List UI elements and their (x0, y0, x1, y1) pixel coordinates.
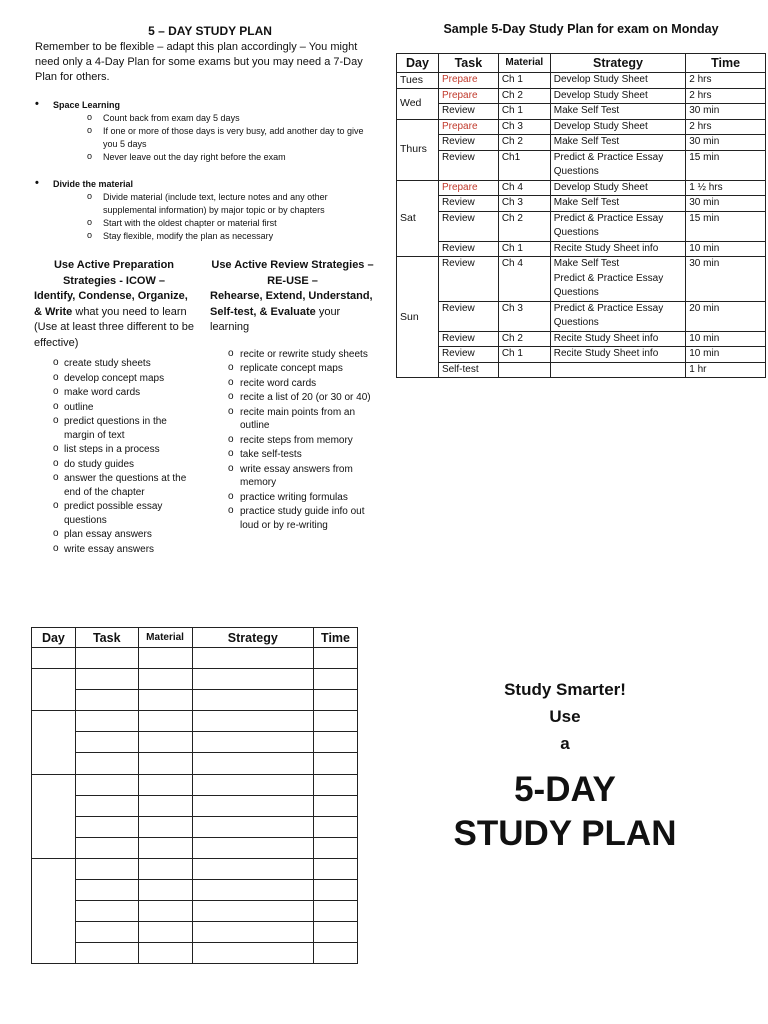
blank-day-cell (32, 774, 76, 858)
blank-cell (314, 816, 358, 837)
list-item: o Stay flexible, modify the plan as necessary (87, 230, 380, 243)
review-heading (210, 258, 375, 336)
blank-row (32, 922, 358, 943)
blank-cell (192, 648, 314, 669)
list-item: o recite or rewrite study sheets (210, 348, 375, 362)
material-cell: Ch 4 (498, 257, 550, 302)
strategy-cell: Predict & Practice Essay Questions (550, 301, 685, 331)
list-item: o recite word cards (210, 377, 375, 391)
blank-cell (75, 711, 138, 732)
list-item: o Never leave out the day right before the exam (87, 151, 380, 164)
time-cell: 2 hrs (686, 88, 766, 104)
strategy-cell: Recite Study Sheet info (550, 241, 685, 257)
list-item: o recite steps from memory (210, 434, 375, 448)
list-item: o answer the questions at the end of the chapter (34, 472, 194, 499)
intro-paragraph: Remember to be flexible – adapt this plan accordingly – You might need only a 4-Day Plan for some exams but you may need a 7-Day Plan for others. (35, 41, 363, 83)
blank-day-cell (32, 711, 76, 774)
blank-cell (192, 753, 314, 774)
task-cell: Self-test (438, 362, 498, 378)
preparation-heading-note: what you need to learn (Use at least three different to be effective) (34, 305, 194, 349)
blank-cell (192, 943, 314, 964)
strategy-cell: Predict & Practice Essay Questions (550, 150, 685, 180)
table-row (397, 362, 766, 378)
time-cell: 30 min (686, 135, 766, 151)
review-strategies (210, 258, 375, 533)
blank-cell (138, 795, 192, 816)
review-heading-reuse: Rehearse, Extend, Understand, Self-test, & Evaluate (210, 290, 373, 318)
blank-cell (192, 901, 314, 922)
list-item: o Divide material (include text, lecture notes and any other supplemental information) by major topic or by chapters (87, 191, 380, 217)
blank-row (32, 880, 358, 901)
header-day: Day (397, 54, 439, 73)
task-cell: Review (438, 257, 498, 302)
time-cell: 10 min (686, 241, 766, 257)
blank-cell (314, 774, 358, 795)
material-cell: Ch 3 (498, 301, 550, 331)
blank-cell (75, 816, 138, 837)
blank-cell (192, 858, 314, 879)
blank-cell (314, 669, 358, 690)
blank-cell (138, 837, 192, 858)
time-cell: 30 min (686, 257, 766, 302)
blank-cell (314, 880, 358, 901)
space-learning-list (35, 112, 380, 164)
blank-cell (75, 732, 138, 753)
material-cell (498, 362, 550, 378)
task-cell: Review (438, 135, 498, 151)
day-cell: Wed (397, 88, 439, 119)
promo-big-1: 5-DAY (514, 770, 616, 809)
list-item: o write essay answers from memory (210, 463, 375, 490)
header-time: Time (686, 54, 766, 73)
divide-material-section (35, 178, 380, 243)
blank-cell (138, 816, 192, 837)
table-row (397, 180, 766, 196)
blank-row (32, 816, 358, 837)
blank-cell (138, 669, 192, 690)
divide-material-heading: • Divide the material (35, 178, 380, 191)
list-item: o write essay answers (34, 543, 194, 557)
blank-cell (75, 648, 138, 669)
divide-material-list (35, 191, 380, 243)
list-item: o practice study guide info out loud or by re-writing (210, 505, 375, 532)
task-cell: Review (438, 241, 498, 257)
blank-row (32, 795, 358, 816)
blank-cell (75, 880, 138, 901)
material-cell: Ch 3 (498, 119, 550, 135)
strategy-cell: Recite Study Sheet info (550, 347, 685, 363)
promo-line-1: Study Smarter! (504, 680, 626, 699)
promo-line-2: Use (549, 707, 581, 726)
blank-cell (314, 795, 358, 816)
material-cell: Ch 3 (498, 196, 550, 212)
blank-row (32, 774, 358, 795)
blank-row (32, 753, 358, 774)
blank-day-cell (32, 858, 76, 963)
sample-plan-table (396, 53, 766, 378)
strategy-cell: Make Self Test (550, 104, 685, 120)
plan-title: 5 – DAY STUDY PLAN (148, 24, 272, 38)
table-row (397, 150, 766, 180)
blank-cell (75, 795, 138, 816)
strategy-cell: Develop Study Sheet (550, 180, 685, 196)
time-cell: 2 hrs (686, 119, 766, 135)
blank-plan-table (31, 627, 358, 964)
preparation-heading-detail (34, 289, 194, 351)
blank-cell (138, 648, 192, 669)
time-cell: 2 hrs (686, 73, 766, 89)
material-cell: Ch 1 (498, 104, 550, 120)
list-item: o plan essay answers (34, 528, 194, 542)
table-row (397, 119, 766, 135)
blank-table-body (32, 648, 358, 964)
strategy-cell: Predict & Practice Essay Questions (550, 211, 685, 241)
preparation-list (34, 357, 194, 556)
blank-row (32, 669, 358, 690)
blank-cell (75, 943, 138, 964)
blank-row (32, 690, 358, 711)
blank-row (32, 901, 358, 922)
strategy-cell: Recite Study Sheet info (550, 331, 685, 347)
blank-cell (75, 753, 138, 774)
material-cell: Ch 1 (498, 241, 550, 257)
sample-table-header-row (397, 54, 766, 73)
blank-cell (75, 669, 138, 690)
blank-cell (138, 880, 192, 901)
task-cell: Review (438, 331, 498, 347)
material-cell: Ch 2 (498, 331, 550, 347)
material-cell: Ch 2 (498, 135, 550, 151)
time-cell: 1 ½ hrs (686, 180, 766, 196)
blank-cell (75, 858, 138, 879)
table-row (397, 331, 766, 347)
blank-cell (75, 774, 138, 795)
blank-cell (192, 669, 314, 690)
blank-cell (314, 732, 358, 753)
table-row (397, 73, 766, 89)
blank-table-header-row (32, 628, 358, 648)
time-cell: 20 min (686, 301, 766, 331)
blank-cell (75, 922, 138, 943)
blank-cell (314, 922, 358, 943)
blank-cell (138, 922, 192, 943)
blank-cell (314, 753, 358, 774)
blank-day-cell (32, 669, 76, 711)
review-list (210, 348, 375, 533)
table-row (397, 257, 766, 302)
task-cell: Review (438, 301, 498, 331)
blank-cell (314, 648, 358, 669)
blank-cell (138, 732, 192, 753)
table-row (397, 241, 766, 257)
time-cell: 15 min (686, 150, 766, 180)
preparation-heading (34, 258, 194, 351)
table-row (397, 135, 766, 151)
blank-cell (138, 774, 192, 795)
task-cell: Prepare (438, 119, 498, 135)
table-row (397, 104, 766, 120)
promo-tagline (410, 676, 720, 757)
blank-cell (192, 732, 314, 753)
strategy-cell: Make Self Test (550, 196, 685, 212)
header-task: Task (438, 54, 498, 73)
list-item: o predict questions in the margin of text (34, 415, 194, 442)
blank-row (32, 648, 358, 669)
space-learning-heading: • Space Learning (35, 99, 380, 112)
list-item: o Count back from exam day 5 days (87, 112, 380, 125)
preparation-heading-title: Use Active Preparation Strategies - ICOW – (53, 259, 175, 287)
blank-cell (192, 774, 314, 795)
blank-row (32, 732, 358, 753)
blank-header-time: Time (314, 628, 358, 648)
day-cell: Sat (397, 180, 439, 257)
list-item: o predict possible essay questions (34, 500, 194, 527)
table-row (397, 347, 766, 363)
blank-cell (192, 711, 314, 732)
blank-cell (75, 901, 138, 922)
task-cell: Prepare (438, 73, 498, 89)
blank-cell (75, 837, 138, 858)
strategy-cell: Develop Study Sheet (550, 73, 685, 89)
blank-header-task: Task (75, 628, 138, 648)
sample-plan-title: Sample 5-Day Study Plan for exam on Monday (443, 22, 719, 36)
material-cell: Ch 1 (498, 347, 550, 363)
time-cell: 15 min (686, 211, 766, 241)
promo-headline (410, 768, 720, 856)
list-item: o develop concept maps (34, 372, 194, 386)
preparation-strategies (34, 258, 194, 557)
time-cell: 30 min (686, 104, 766, 120)
blank-cell (138, 753, 192, 774)
time-cell: 30 min (686, 196, 766, 212)
preparation-heading-icow: Identify, Condense, Organize, & Write (34, 290, 188, 318)
review-heading-title: Use Active Review Strategies – RE-USE – (211, 259, 374, 287)
task-cell: Review (438, 150, 498, 180)
strategy-cell: Make Self Test Predict & Practice Essay Questions (550, 257, 685, 302)
material-cell: Ch 4 (498, 180, 550, 196)
header-material: Material (498, 54, 550, 73)
space-learning-section (35, 99, 380, 164)
list-item: o make word cards (34, 386, 194, 400)
strategy-cell (550, 362, 685, 378)
table-row (397, 211, 766, 241)
material-cell: Ch 2 (498, 88, 550, 104)
list-item: o recite main points from an outline (210, 406, 375, 433)
blank-cell (192, 922, 314, 943)
blank-row (32, 711, 358, 732)
list-item: o Start with the oldest chapter or material first (87, 217, 380, 230)
task-cell: Review (438, 211, 498, 241)
blank-row (32, 858, 358, 879)
blank-cell (138, 943, 192, 964)
material-cell: Ch 2 (498, 211, 550, 241)
list-item: o If one or more of those days is very busy, add another day to give you 5 days (87, 125, 380, 151)
sample-table-body (397, 73, 766, 378)
task-cell: Prepare (438, 180, 498, 196)
blank-cell (314, 837, 358, 858)
blank-cell (75, 690, 138, 711)
material-cell: Ch 1 (498, 73, 550, 89)
blank-cell (192, 816, 314, 837)
blank-cell (314, 943, 358, 964)
table-row (397, 196, 766, 212)
time-cell: 10 min (686, 331, 766, 347)
blank-cell (138, 858, 192, 879)
blank-cell (138, 711, 192, 732)
promo-line-3: a (560, 734, 570, 753)
blank-cell (314, 858, 358, 879)
strategy-cell: Develop Study Sheet (550, 88, 685, 104)
blank-cell (138, 901, 192, 922)
blank-day-cell (32, 648, 76, 669)
strategy-cell: Develop Study Sheet (550, 119, 685, 135)
list-item: o list steps in a process (34, 443, 194, 457)
task-cell: Review (438, 104, 498, 120)
task-cell: Prepare (438, 88, 498, 104)
list-item: o outline (34, 401, 194, 415)
blank-cell (314, 711, 358, 732)
blank-cell (138, 690, 192, 711)
blank-cell (192, 880, 314, 901)
review-heading-note: your learning (210, 305, 341, 333)
blank-header-strategy: Strategy (192, 628, 314, 648)
task-cell: Review (438, 196, 498, 212)
time-cell: 10 min (686, 347, 766, 363)
list-item: o recite a list of 20 (or 30 or 40) (210, 391, 375, 405)
list-item: o create study sheets (34, 357, 194, 371)
strategy-cell: Make Self Test (550, 135, 685, 151)
blank-cell (314, 690, 358, 711)
blank-header-day: Day (32, 628, 76, 648)
promo-big-2: STUDY PLAN (453, 814, 677, 853)
table-row (397, 88, 766, 104)
list-item: o replicate concept maps (210, 362, 375, 376)
blank-row (32, 837, 358, 858)
list-item: o practice writing formulas (210, 491, 375, 505)
list-item: o do study guides (34, 458, 194, 472)
list-item: o take self-tests (210, 448, 375, 462)
time-cell: 1 hr (686, 362, 766, 378)
blank-cell (192, 795, 314, 816)
header-strategy: Strategy (550, 54, 685, 73)
material-cell: Ch1 (498, 150, 550, 180)
blank-cell (314, 901, 358, 922)
blank-row (32, 943, 358, 964)
blank-header-material: Material (138, 628, 192, 648)
day-cell: Tues (397, 73, 439, 89)
task-cell: Review (438, 347, 498, 363)
table-row (397, 301, 766, 331)
blank-cell (192, 690, 314, 711)
blank-cell (192, 837, 314, 858)
day-cell: Thurs (397, 119, 439, 180)
day-cell: Sun (397, 257, 439, 378)
